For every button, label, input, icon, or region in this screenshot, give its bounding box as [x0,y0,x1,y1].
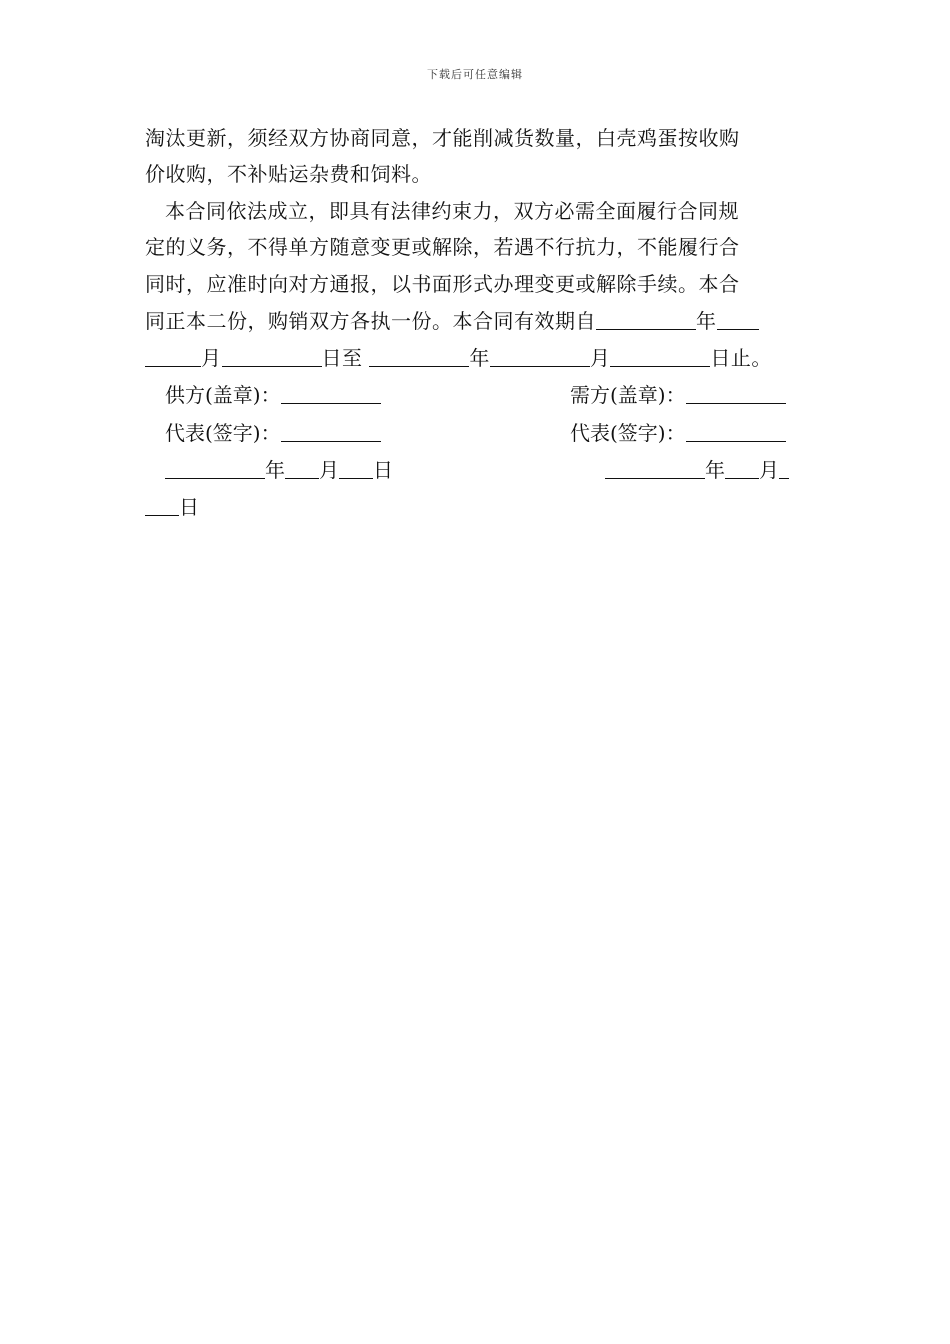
buyer-seal-row [570,380,786,410]
start-year-blank[interactable] [596,309,696,330]
start-month-blank-part2[interactable] [145,346,201,367]
start-month-blank-part1[interactable] [717,309,759,330]
buyer-date-day-blank-part1[interactable] [779,458,789,479]
end-day-blank[interactable] [610,346,710,367]
body-line-4: 定的义务，不得单方随意变更或解除，若遇不行抗力，不能履行合 [145,235,740,259]
supplier-rep-label: 代表(签字)： [165,421,281,445]
supplier-date-month-label: 月 [319,458,339,482]
year-label: 年 [696,309,717,333]
supplier-seal-label: 供方(盖章)： [165,383,281,407]
buyer-seal-label: 需方(盖章)： [570,383,686,407]
buyer-date-year-label: 年 [705,458,725,482]
page-header-note: 下载后可任意编辑 [427,68,523,81]
supplier-date-day-label: 日 [373,458,393,482]
buyer-seal-blank[interactable] [686,383,786,404]
body-line-7 [145,343,810,373]
month-label-2: 月 [589,346,611,370]
supplier-date-month-blank[interactable] [285,458,319,479]
body-line-1: 淘汰更新，须经双方协商同意，才能削减货数量，白壳鸡蛋按收购 [145,126,740,150]
body-line-3: 本合同依法成立，即具有法律约束力，双方必需全面履行合同规 [165,199,739,223]
body-line-2: 价收购，不补贴运杂费和饲料。 [145,162,432,186]
buyer-date-day-label: 日 [179,495,200,519]
supplier-date-row [165,455,393,485]
buyer-date-continuation [145,492,810,522]
supplier-date-day-blank[interactable] [339,458,373,479]
buyer-rep-label: 代表(签字)： [570,421,686,445]
buyer-date-day-blank-part2[interactable] [145,495,179,516]
month-label: 月 [201,346,222,370]
buyer-rep-blank[interactable] [686,421,786,442]
supplier-rep-blank[interactable] [281,421,381,442]
supplier-date-year-label: 年 [265,458,285,482]
buyer-date-row [605,455,789,485]
supplier-date-year-blank[interactable] [165,458,265,479]
end-year-blank[interactable] [369,346,469,367]
buyer-rep-row [570,418,786,448]
body-line-6 [145,306,810,336]
buyer-date-month-blank[interactable] [725,458,759,479]
body-line-5: 同时，应准时向对方通报，以书面形式办理变更或解除手续。本合 [145,272,740,296]
day-end-label: 日止。 [710,346,772,370]
year-label-2: 年 [469,346,490,370]
end-month-blank[interactable] [490,346,590,367]
validity-text: 同正本二份，购销双方各执一份。本合同有效期自 [145,309,596,333]
supplier-rep-row [165,418,381,448]
buyer-date-year-blank[interactable] [605,458,705,479]
buyer-date-month-label: 月 [759,458,779,482]
supplier-seal-blank[interactable] [281,383,381,404]
supplier-seal-row [165,380,381,410]
start-day-blank[interactable] [222,346,322,367]
day-to-label: 日至 [321,346,363,370]
